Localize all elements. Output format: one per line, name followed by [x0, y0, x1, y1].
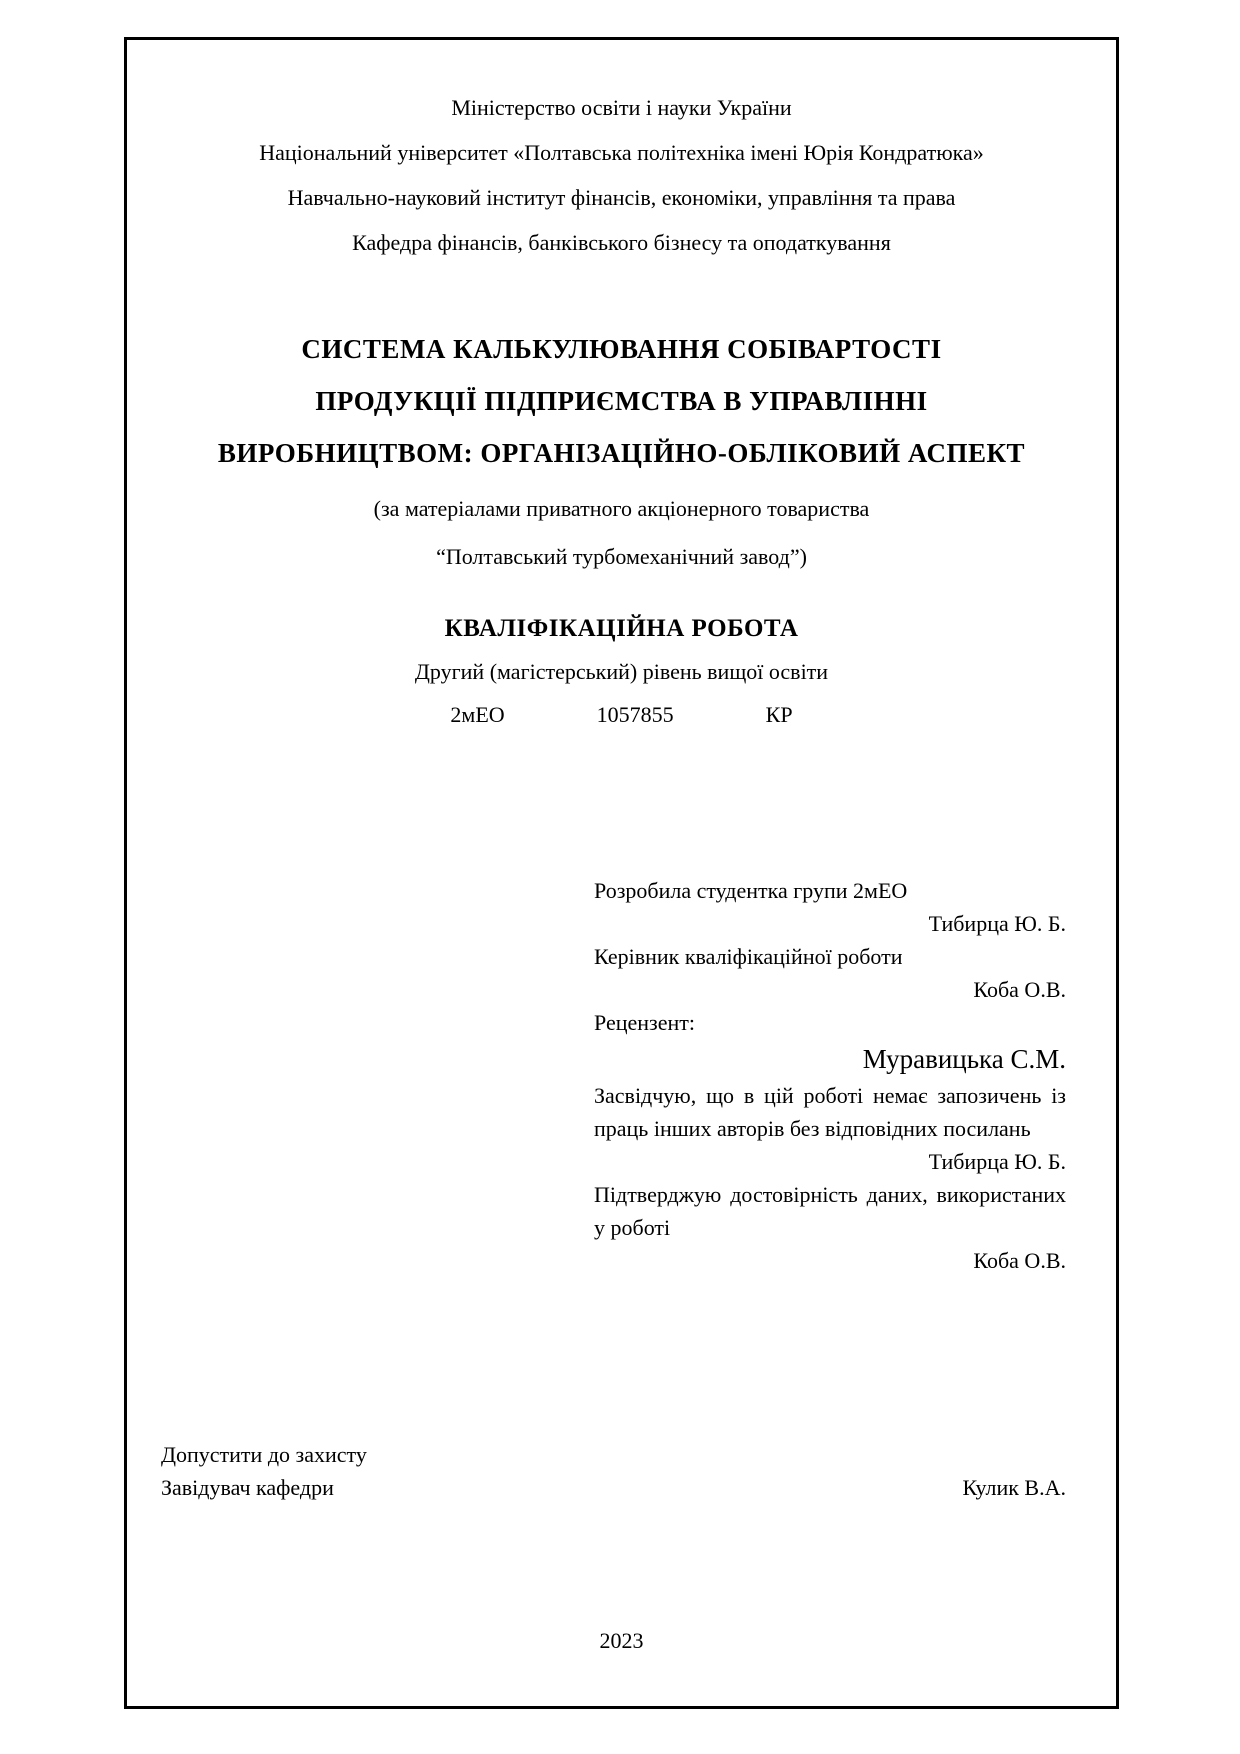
student-name: Тибирца Ю. Б. [928, 911, 1066, 936]
department-head-name: Кулик В.А. [962, 1475, 1066, 1500]
supervisor-label: Керівник кваліфікаційної роботи [594, 944, 903, 969]
page-border-frame [124, 37, 1119, 1709]
reviewer-name: Муравицька С.М. [862, 1044, 1066, 1074]
page-content [127, 40, 1116, 1706]
institute-line: Навчально-науковий інститут фінансів, економіки, управління та права [287, 185, 956, 210]
group-code: 2мЕО [450, 702, 505, 727]
admit-to-defense-line: Допустити до захисту [161, 1442, 367, 1467]
header-block [127, 85, 1116, 265]
student-name-confirmation: Тибирца Ю. Б. [928, 1149, 1066, 1174]
ministry-line: Міністерство освіти і науки України [451, 95, 792, 120]
data-truth-statement: Підтверджую достовірність даних, використаних у роботі [594, 1182, 1066, 1240]
department-head-row [161, 1471, 1066, 1504]
department-line: Кафедра фінансів, банківського бізнесу та оподаткування [352, 230, 891, 255]
thesis-title [127, 323, 1116, 479]
thesis-title-line-3: ВИРОБНИЦТВОМ: ОРГАНІЗАЦІЙНО-ОБЛІКОВИЙ АСПЕКТ [217, 438, 1026, 468]
supervisor-name: Коба О.В. [973, 977, 1066, 1002]
approval-block [161, 1438, 1066, 1504]
year-line: 2023 [599, 1628, 644, 1653]
signatures-block [594, 874, 1066, 1277]
university-line: Національний університет «Полтавська політехніка імені Юрія Кондратюка» [259, 140, 984, 165]
reviewer-label: Рецензент: [594, 1010, 695, 1035]
developed-by-label: Розробила студентка групи 2мЕО [594, 878, 908, 903]
work-type-heading: КВАЛІФІКАЦІЙНА РОБОТА [444, 615, 799, 642]
thesis-title-line-1: СИСТЕМА КАЛЬКУЛЮВАННЯ СОБІВАРТОСТІ [301, 334, 942, 364]
supervisor-name-confirmation: Коба О.В. [973, 1248, 1066, 1273]
thesis-title-line-2: ПРОДУКЦІЇ ПІДПРИЄМСТВА В УПРАВЛІННІ [315, 386, 928, 416]
thesis-subtitle [127, 485, 1116, 581]
thesis-subtitle-line-2: “Полтавський турбомеханічний завод”) [436, 544, 807, 569]
work-abbreviation: КР [765, 702, 793, 727]
department-head-label: Завідувач кафедри [161, 1475, 334, 1500]
thesis-subtitle-line-1: (за матеріалами приватного акціонерного товариства [373, 496, 870, 521]
work-codes-row [127, 694, 1116, 736]
no-plagiarism-statement: Засвідчую, що в цій роботі немає запозичень із праць інших авторів без відповідних посилань [594, 1083, 1066, 1141]
education-level-line: Другий (магістерський) рівень вищої освіти [414, 659, 829, 684]
record-number: 1057855 [596, 702, 674, 727]
